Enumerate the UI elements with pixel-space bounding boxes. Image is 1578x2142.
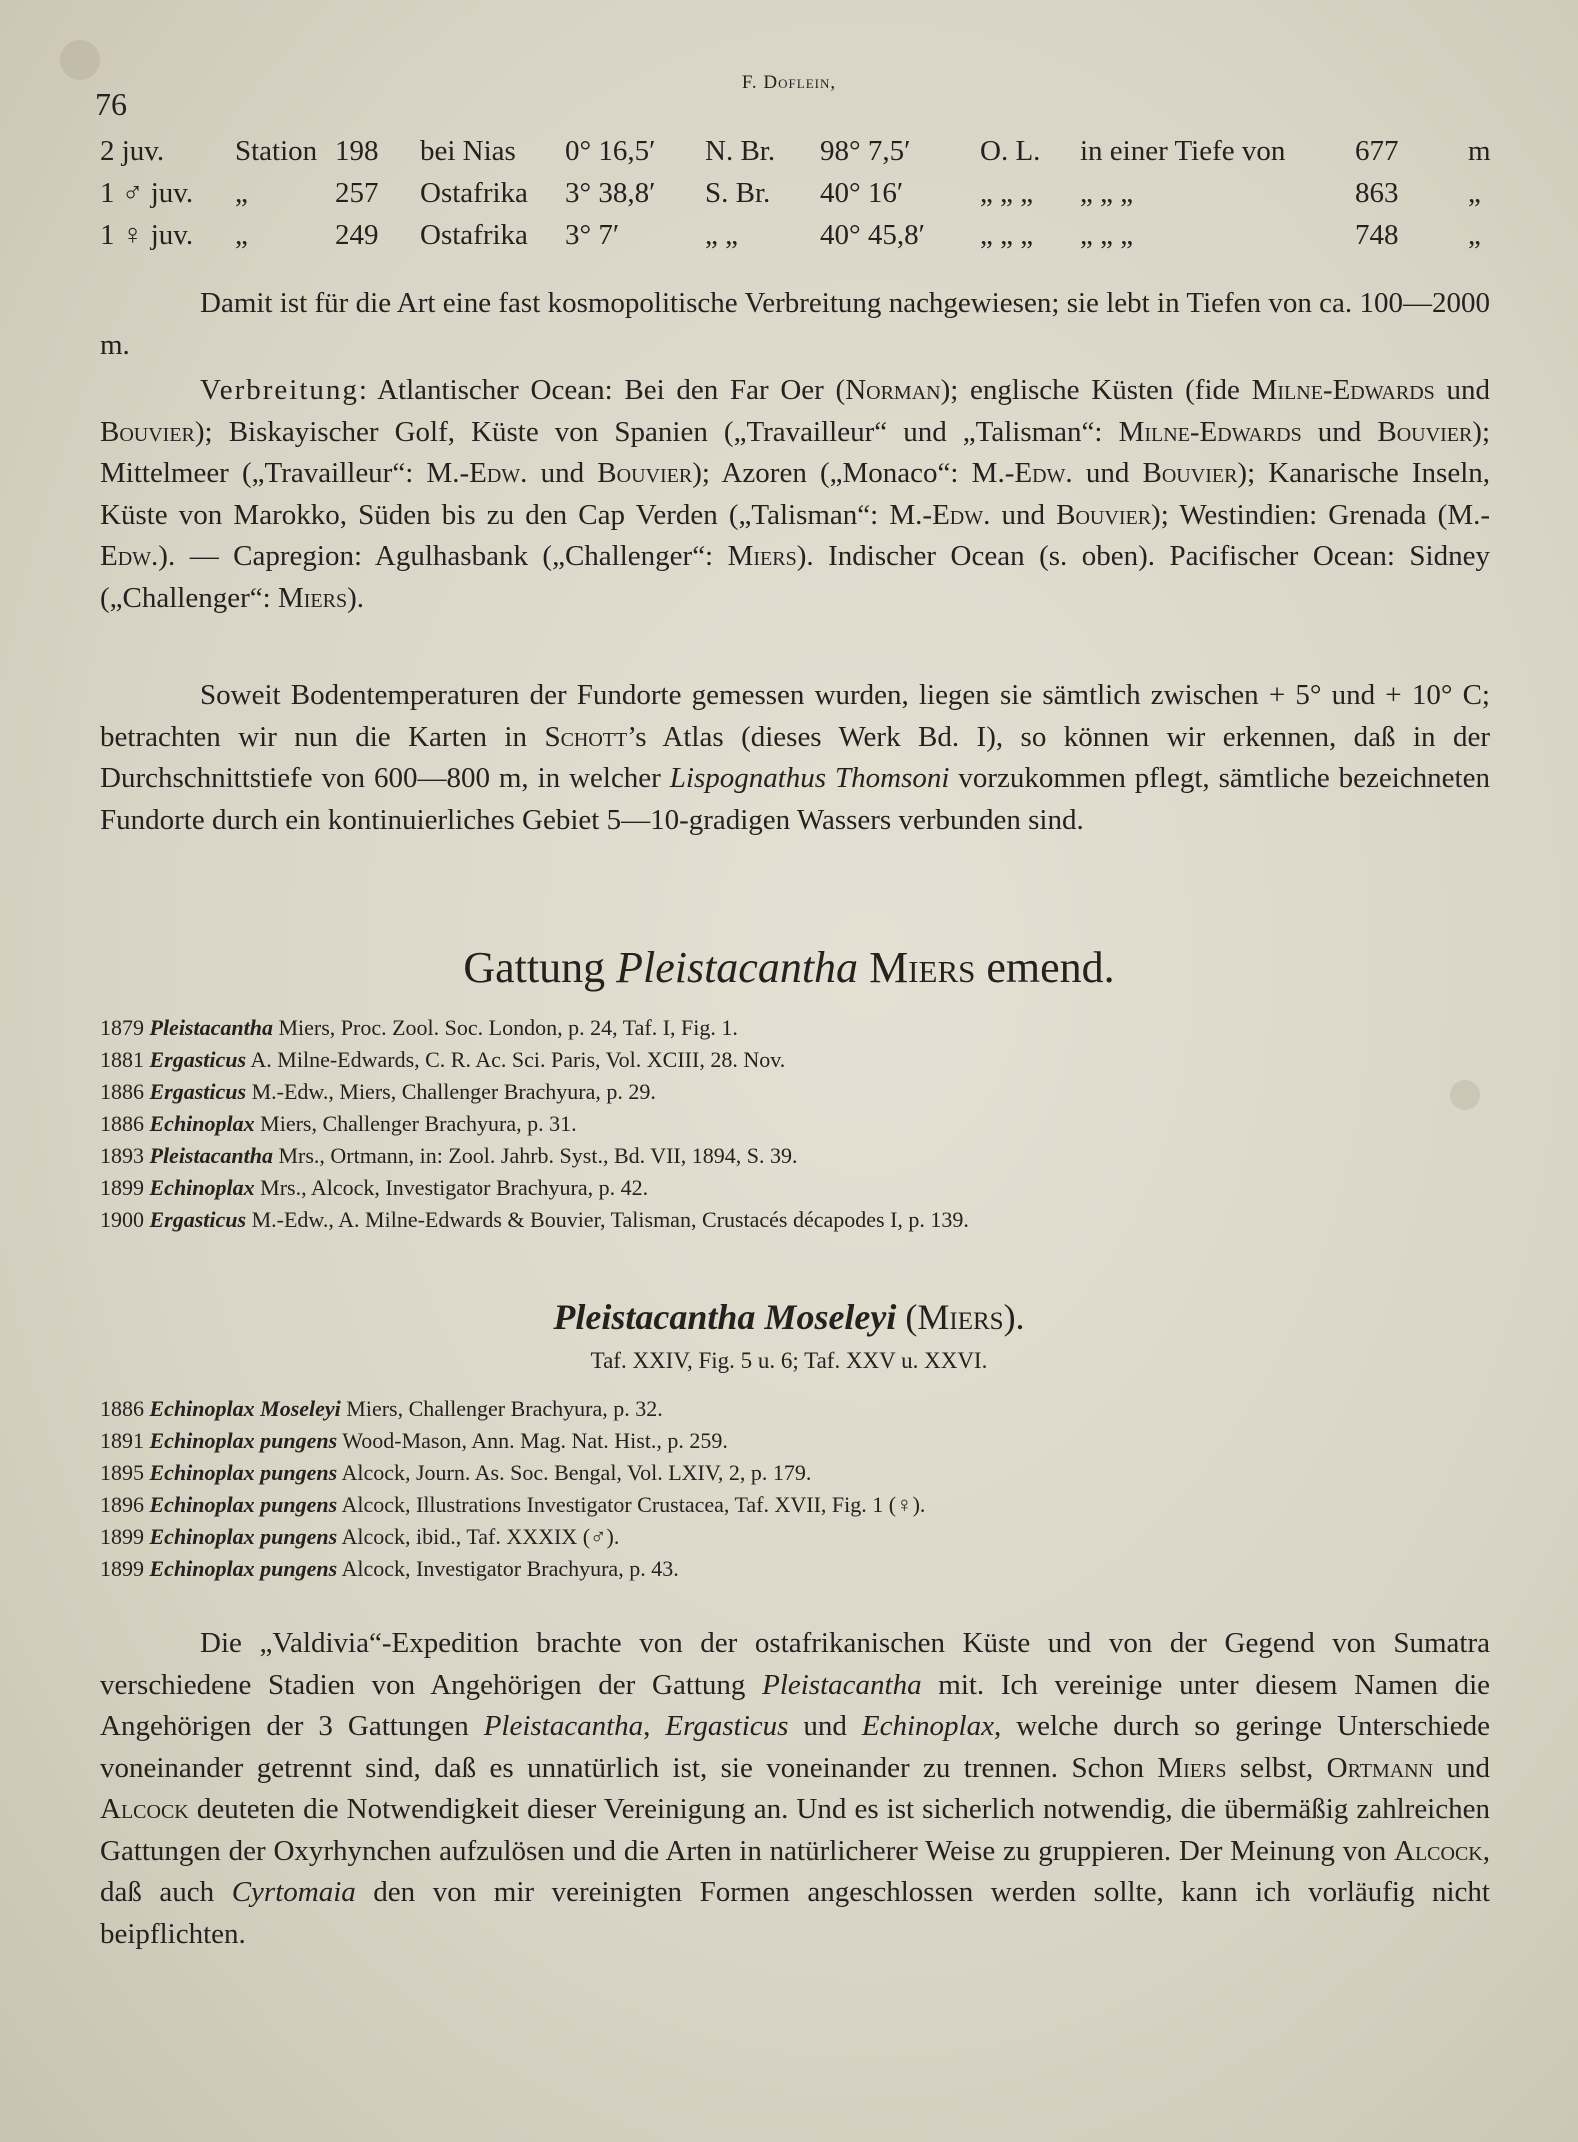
synonymy-entry — [100, 1172, 1490, 1204]
author-name: Miers — [727, 540, 797, 572]
station-number: 198 — [335, 135, 379, 167]
depth-unit: m — [1468, 135, 1491, 167]
text-run: ); Mittelmeer („Travailleur“: M.- — [100, 415, 1490, 489]
heading-prefix: Gattung — [463, 943, 617, 992]
synonymy-entry — [100, 1140, 1490, 1172]
page-number: 76 — [95, 86, 127, 122]
author-name: Bouvier — [1377, 415, 1473, 448]
ref-citation: Miers, Proc. Zool. Soc. London, p. 24, Taf. I, Fig. 1. — [278, 1015, 738, 1040]
paragraph-valdivia-expedition — [100, 1623, 1490, 1955]
taxon-name: Echinoplax pungens — [149, 1524, 338, 1549]
ref-citation: M.-Edw., Miers, Challenger Brachyura, p. 29. — [251, 1079, 656, 1104]
taxon-name: Ergasticus — [665, 1710, 789, 1742]
text-run: ). — Capregion: Agulhasbank („Challenger“: — [158, 540, 728, 572]
paragraph-distribution-summary — [100, 283, 1490, 366]
depth-value: 863 — [1355, 177, 1399, 209]
ref-citation: Alcock, Journ. As. Soc. Bengal, Vol. LXIV, 2, p. 179. — [341, 1460, 812, 1485]
text-run: ’s Atlas (dieses Werk Bd. I), so können wir erkennen, daß in der Durchschnittstiefe von 600—800 m, in welcher — [100, 720, 1490, 794]
taxon-name: Lispognathus Thomsoni — [669, 762, 950, 794]
ref-year: 1893 — [100, 1143, 144, 1168]
author-name: Alcock — [1394, 1834, 1483, 1867]
author-name: Miers — [277, 581, 348, 614]
text-run: ). — [347, 581, 364, 614]
text-run: und — [1301, 415, 1378, 448]
taxon-name: Echinoplax pungens — [149, 1460, 338, 1485]
ref-citation: Miers, Challenger Brachyura, p. 32. — [346, 1396, 663, 1421]
text-run: Die „Valdivia“-Expedition brachte von der ostafrikanischen Küste und von der Gegend von Sumatra verschiedene Stadien von Angehörigen der Gattung — [100, 1627, 1490, 1701]
taxon-name: Pleistacantha Moseleyi — [553, 1297, 897, 1337]
synonymy-entry — [100, 1108, 1490, 1140]
author-name: Edw. — [469, 457, 528, 489]
plate-references: Taf. XXIV, Fig. 5 u. 6; Taf. XXV u. XXVI. — [590, 1348, 988, 1373]
taxon-name: Ergasticus — [149, 1047, 247, 1072]
taxon-name: Pleistacantha — [149, 1143, 273, 1168]
synonymy-entry — [100, 1012, 1490, 1044]
station-table — [100, 135, 1490, 261]
taxon-name: Pleistacantha — [616, 943, 859, 992]
text-run: , welche durch so geringe Unterschiede voneinander getrennt sind, daß es unnatürlich ist, sie voneinander zu trennen. Schon — [100, 1710, 1491, 1784]
synonymy-entry — [100, 1521, 1490, 1553]
text-run: und — [1434, 374, 1490, 406]
ref-year: 1896 — [100, 1492, 144, 1517]
synonymy-entry — [100, 1489, 1490, 1521]
author-name: Miers — [869, 943, 976, 992]
station-locality: bei Nias — [420, 135, 516, 167]
ref-year: 1895 — [100, 1460, 144, 1485]
ref-citation: Wood-Mason, Ann. Mag. Nat. Hist., p. 259. — [342, 1428, 728, 1453]
ref-citation: Miers, Challenger Brachyura, p. 31. — [260, 1111, 577, 1136]
author-name: Norman — [845, 374, 941, 406]
ref-year: 1881 — [100, 1047, 144, 1072]
author-name: Milne-Edwards — [1251, 374, 1435, 406]
station-number: 249 — [335, 219, 379, 251]
ref-year: 1891 — [100, 1428, 144, 1453]
taxon-name: Cyrtomaia — [231, 1876, 356, 1908]
author-name: F. Doflein, — [741, 72, 837, 93]
text-run: ); Kanarische Inseln, Küste von Marokko, Süden bis zu den Cap Verden („Talisman“: M.- — [100, 457, 1491, 531]
depth-value: 748 — [1355, 219, 1399, 251]
species-heading — [0, 1296, 1578, 1338]
synonymy-entry — [100, 1076, 1490, 1108]
text-run: selbst, — [1226, 1751, 1327, 1784]
text-run: vorzukommen pflegt, sämtliche bezeichneten Fundorte durch ein kontinuierliches Gebiet 5—10-gradigen Wassers verbunden sind. — [100, 762, 1490, 836]
text-run: und — [788, 1710, 862, 1742]
longitude: 40° 45,8′ — [820, 219, 925, 251]
author-name: Miers — [1157, 1751, 1227, 1784]
taxon-name: Echinoplax Moseleyi — [149, 1396, 341, 1421]
text-run: , daß auch — [100, 1834, 1490, 1908]
ref-citation: M.-Edw., A. Milne-Edwards & Bouvier, Talisman, Crustacés décapodes I, p. 139. — [251, 1207, 969, 1232]
ref-citation: Mrs., Alcock, Investigator Brachyura, p. 42. — [260, 1175, 649, 1200]
section-label: Verbreitung — [200, 374, 359, 406]
genus-synonymy-list — [100, 1012, 1490, 1236]
author-name: Bouvier — [1142, 457, 1238, 489]
author-name: (Miers). — [905, 1297, 1025, 1337]
paragraph-text: Damit ist für die Art eine fast kosmopolitische Verbreitung nachgewiesen; sie lebt in Tiefen von ca. 100—2000 m. — [100, 287, 1490, 361]
ref-citation: Alcock, Investigator Brachyura, p. 43. — [341, 1556, 679, 1581]
text-run: , — [643, 1710, 666, 1742]
text-run: mit. Ich vereinige unter diesem Namen die Angehörigen der 3 Gattungen — [100, 1668, 1490, 1742]
depth-value: 677 — [1355, 135, 1399, 167]
depth-label: „ „ „ — [1080, 177, 1134, 209]
author-name: Edw. — [932, 498, 991, 531]
ref-citation: Mrs., Ortmann, in: Zool. Jahrb. Syst., Bd. VII, 1894, S. 39. — [278, 1143, 798, 1168]
taxon-name: Echinoplax — [861, 1710, 994, 1742]
genus-heading — [0, 942, 1578, 993]
author-name: Bouvier — [100, 415, 195, 448]
taxon-name: Echinoplax pungens — [149, 1428, 338, 1453]
author-name: Bouvier — [1056, 498, 1152, 531]
depth-unit: „ — [1468, 177, 1481, 209]
text-run: und — [990, 498, 1057, 531]
latitude-hemisphere: N. Br. — [705, 135, 776, 167]
text-run: ); englische Küsten (fide — [940, 374, 1252, 406]
specimen-count: 1 ♂ juv. — [100, 177, 194, 209]
station-label: Station — [235, 135, 318, 167]
synonymy-entry — [100, 1204, 1490, 1236]
text-run: ); Westindien: Grenada (M.- — [1151, 498, 1491, 531]
synonymy-entry — [100, 1393, 1490, 1425]
latitude: 3° 38,8′ — [565, 177, 656, 209]
depth-unit: „ — [1468, 219, 1481, 251]
ref-citation: Alcock, ibid., Taf. XXXIX (♂). — [341, 1524, 620, 1549]
taxon-name: Ergasticus — [149, 1207, 247, 1232]
heading-suffix: emend. — [975, 943, 1115, 992]
text-run: und — [1072, 457, 1143, 489]
ref-citation: A. Milne-Edwards, C. R. Ac. Sci. Paris, Vol. XCIII, 28. Nov. — [250, 1047, 786, 1072]
ref-year: 1899 — [100, 1175, 144, 1200]
ref-citation: Alcock, Illustrations Investigator Crustacea, Taf. XVII, Fig. 1 (♀). — [341, 1492, 926, 1517]
depth-label: in einer Tiefe von — [1080, 135, 1286, 167]
synonymy-entry — [100, 1425, 1490, 1457]
longitude: 40° 16′ — [820, 177, 904, 209]
species-synonymy-list — [100, 1393, 1490, 1585]
station-row — [100, 135, 1490, 177]
specimen-count: 2 juv. — [100, 135, 165, 167]
paragraph-text — [100, 1623, 1490, 1955]
longitude-direction: O. L. — [980, 135, 1041, 167]
taxon-name: Pleistacantha — [149, 1015, 273, 1040]
running-head — [0, 72, 1578, 94]
taxon-name: Echinoplax — [149, 1175, 255, 1200]
author-name: Edw. — [1014, 457, 1073, 489]
taxon-name: Echinoplax pungens — [149, 1492, 338, 1517]
station-row — [100, 219, 1490, 261]
synonymy-entry — [100, 1457, 1490, 1489]
station-label: „ — [235, 177, 248, 209]
ref-year: 1899 — [100, 1524, 144, 1549]
text-run: : Atlantischer Ocean: Bei den Far Oer ( — [358, 374, 846, 406]
text-run: den von mir vereinigten Formen angeschlossen werden sollte, kann ich vorläufig nicht beipflichten. — [100, 1876, 1490, 1950]
text-run: und — [527, 457, 598, 489]
ref-year: 1879 — [100, 1015, 144, 1040]
latitude: 0° 16,5′ — [565, 135, 656, 167]
taxon-name: Echinoplax pungens — [149, 1556, 338, 1581]
ref-year: 1886 — [100, 1079, 144, 1104]
text-run: Soweit Bodentemperaturen der Fundorte gemessen wurden, liegen sie sämtlich zwischen + 5° und + 10° C; betrachten wir nun die Karten in — [100, 679, 1490, 753]
text-run: ). Indischer Ocean (s. oben). Pacifischer Ocean: Sidney („Challenger“: — [100, 540, 1490, 614]
longitude: 98° 7,5′ — [820, 135, 911, 167]
latitude-hemisphere: „ „ — [705, 219, 738, 251]
paragraph-text — [100, 675, 1490, 841]
author-name: Milne-Edwards — [1118, 415, 1302, 448]
station-label: „ — [235, 219, 248, 251]
longitude-direction: „ „ „ — [980, 177, 1034, 209]
author-name: Edw. — [100, 540, 159, 572]
text-run: ); Biskayischer Golf, Küste von Spanien („Travailleur“ und „Talisman“: — [194, 415, 1119, 448]
author-name: Bouvier — [597, 457, 693, 489]
author-name: Ortmann — [1326, 1751, 1434, 1784]
station-row — [100, 177, 1490, 219]
station-number: 257 — [335, 177, 379, 209]
station-locality: Ostafrika — [420, 177, 528, 209]
latitude-hemisphere: S. Br. — [705, 177, 771, 209]
paragraph-temperature — [100, 675, 1490, 841]
paragraph-text — [100, 370, 1490, 619]
paragraph-distribution — [100, 370, 1490, 619]
author-name: Schott — [544, 720, 628, 753]
text-run: ); Azoren („Monaco“: M.- — [692, 457, 1015, 489]
synonymy-entry — [100, 1044, 1490, 1076]
taxon-name: Echinoplax — [149, 1111, 255, 1136]
latitude: 3° 7′ — [565, 219, 620, 251]
taxon-name: Pleistacantha — [762, 1668, 922, 1701]
ref-year: 1886 — [100, 1396, 144, 1421]
text-run: und — [1433, 1751, 1490, 1784]
ref-year: 1886 — [100, 1111, 144, 1136]
specimen-count: 1 ♀ juv. — [100, 219, 194, 251]
ref-year: 1900 — [100, 1207, 144, 1232]
text-run: deuteten die Notwendigkeit dieser Vereinigung an. Und es ist sicherlich notwendig, die übermäßig zahlreichen Gattungen der Oxyrhynchen aufzulösen und die Arten in natürlicherer Weise zu gruppieren. Der Meinung von — [100, 1793, 1490, 1867]
depth-label: „ „ „ — [1080, 219, 1134, 251]
longitude-direction: „ „ „ — [980, 219, 1034, 251]
synonymy-entry — [100, 1553, 1490, 1585]
taxon-name: Pleistacantha — [483, 1710, 644, 1742]
ref-year: 1899 — [100, 1556, 144, 1581]
author-name: Alcock — [100, 1793, 189, 1825]
station-locality: Ostafrika — [420, 219, 528, 251]
taxon-name: Ergasticus — [149, 1079, 247, 1104]
